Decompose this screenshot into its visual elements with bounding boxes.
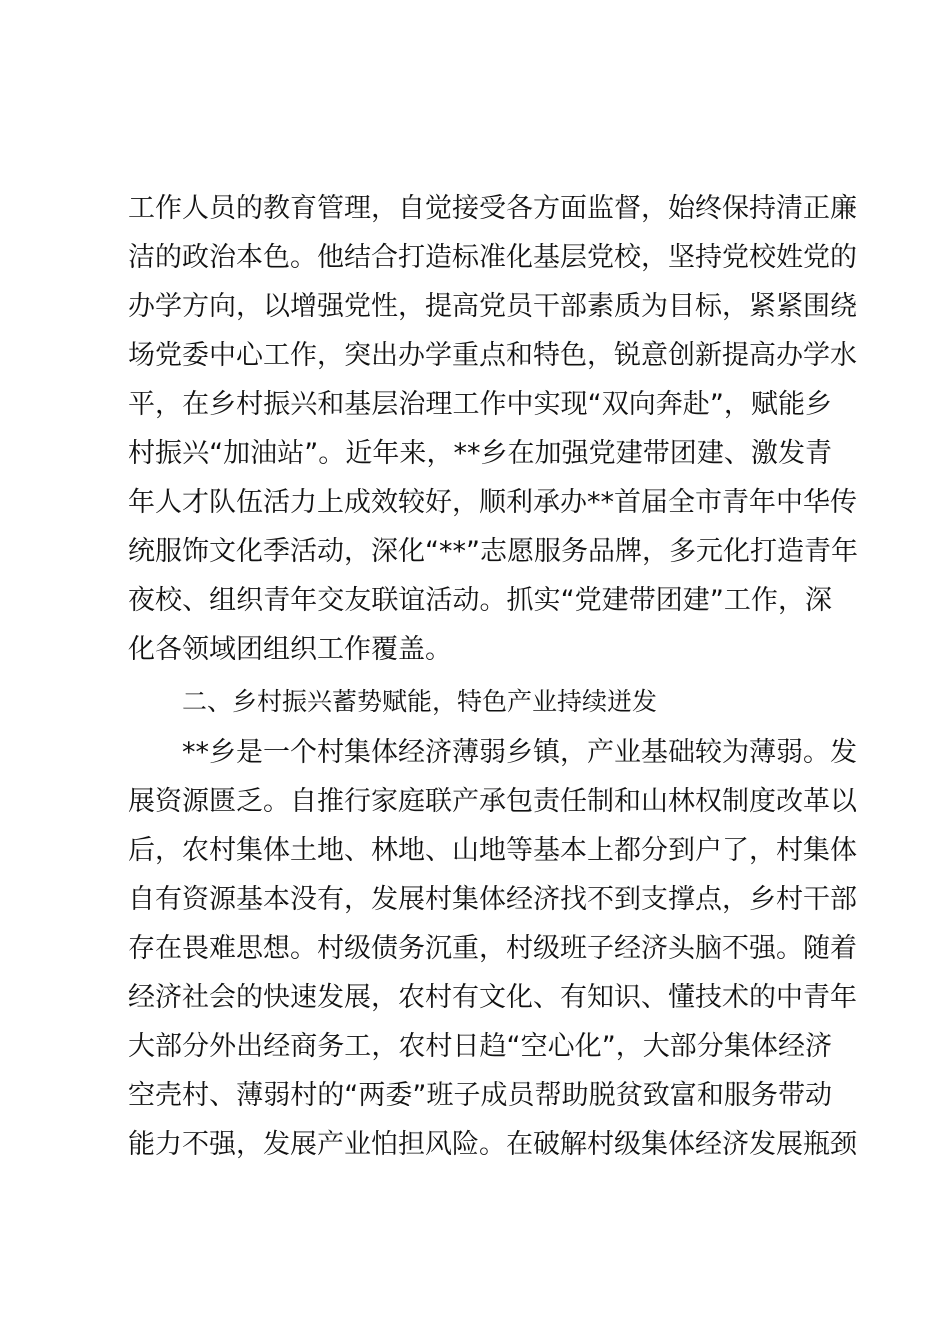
paragraph-2-line: 空壳村、薄弱村的“两委”班子成员帮助脱贫致富和服务带动 [128, 1080, 832, 1111]
paragraph-2-line: 展资源匮乏。自推行家庭联产承包责任制和山林权制度改革以 [128, 786, 857, 817]
paragraph-2-line: 能力不强，发展产业怕担风险。在破解村级集体经济发展瓶颈 [128, 1129, 857, 1160]
paragraph-2-line: 自有资源基本没有，发展村集体经济找不到支撑点，乡村干部 [128, 884, 857, 915]
paragraph-1-line: 统服饰文化季活动，深化“**”志愿服务品牌，多元化打造青年 [128, 536, 858, 567]
paragraph-1-line: 村振兴“加油站”。近年来，**乡在加强党建带团建、激发青 [128, 438, 832, 469]
paragraph-1-line: 场党委中心工作，突出办学重点和特色，锐意创新提高办学水 [128, 340, 857, 371]
paragraph-1-line: 夜校、组织青年交友联谊活动。抓实“党建带团建”工作，深 [128, 585, 832, 616]
paragraph-1-line: 工作人员的教育管理，自觉接受各方面监督，始终保持清正廉 [128, 193, 857, 224]
paragraph-1-line: 化各领域团组织工作覆盖。 [128, 634, 452, 665]
paragraph-1-line: 洁的政治本色。他结合打造标准化基层党校，坚持党校姓党的 [128, 242, 857, 273]
paragraph-2-line: 经济社会的快速发展，农村有文化、有知识、懂技术的中青年 [128, 982, 857, 1013]
paragraph-2-line: 大部分外出经商务工，农村日趋“空心化”，大部分集体经济 [128, 1031, 832, 1062]
section-heading: 二、乡村振兴蓄势赋能，特色产业持续迸发 [182, 687, 658, 716]
paragraph-1-line: 平，在乡村振兴和基层治理工作中实现“双向奔赴”，赋能乡 [128, 389, 832, 420]
paragraph-2-line: 存在畏难思想。村级债务沉重，村级班子经济头脑不强。随着 [128, 933, 857, 964]
paragraph-1-line: 办学方向，以增强党性，提高党员干部素质为目标，紧紧围绕 [128, 291, 857, 322]
paragraph-2-line: **乡是一个村集体经济薄弱乡镇，产业基础较为薄弱。发 [182, 737, 857, 768]
paragraph-1-line: 年人才队伍活力上成效较好，顺利承办**首届全市青年中华传 [128, 487, 857, 518]
paragraph-2-line: 后，农村集体土地、林地、山地等基本上都分到户了，村集体 [128, 835, 857, 866]
